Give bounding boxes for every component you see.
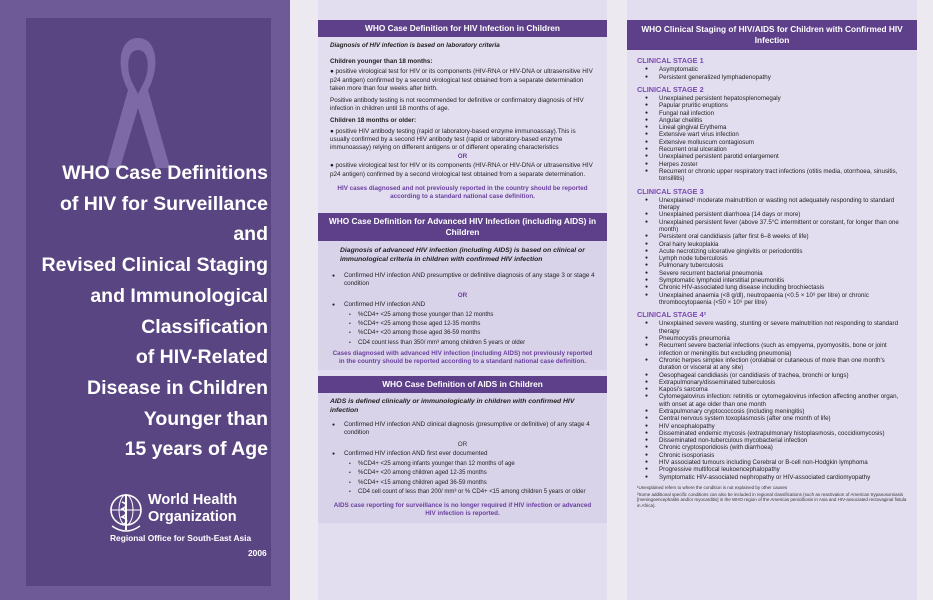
cd4-threshold-item: • %CD4+ <15 among children aged 36-59 months — [358, 479, 595, 487]
stage-condition: ● Persistent generalized lymphadenopathy — [659, 74, 907, 81]
who-emblem-icon — [108, 492, 144, 534]
cd4-threshold-item: • CD4 cell count of less than 200/ mm³ or % CD4+ <15 among children 5 years or older — [358, 488, 595, 496]
advanced-criteria-item: ● Confirmed HIV infection AND presumptive or definitive diagnosis of any stage 3 or stage 4 condition — [344, 272, 595, 288]
cd4-threshold-item: • CD4 count less than 350/ mm³ among children 5 years or older — [358, 339, 595, 347]
stage-condition: ● Extrapulmonary/disseminated tuberculosis — [659, 379, 907, 386]
stage2-list — [637, 95, 907, 183]
stage-condition: ● Chronic herpes simplex infection (orolabial or cutaneous of more than one month's duration or visceral at any site) — [659, 357, 907, 372]
footnote: ²Some additional specific conditions can also be included in regional classifications (such as reactivation of American trypanosomiasis [meningoencephalitis and/or myocarditis] in the WHO region of the Americas penicilliosis in Asia and HIV-associated rectovaginal fistula in Africa). — [637, 491, 907, 508]
ribbon-icon — [98, 28, 178, 178]
stage-condition: ● Progressive multifocal leukoencephalopathy — [659, 466, 907, 473]
footnote: ¹Unexplained refers to where the condition is not explained by other causes — [637, 484, 788, 490]
stage-condition: ● Cytomegalovirus infection: retinitis or cytomegalovirus infection affecting another organ, with onset at age older than one month — [659, 393, 907, 408]
advanced-definition-section — [318, 241, 607, 370]
staging-header: WHO Clinical Staging of HIV/AIDS for Children with Confirmed HIV Infection — [627, 20, 917, 50]
stage-condition: ● Extrapulmonary cryptococcosis (including meningitis) — [659, 408, 907, 415]
stage-condition: ● Unexplained persistent hepatosplenomegaly — [659, 95, 907, 102]
stage-condition: ● Fungal nail infection — [659, 110, 907, 117]
stage3-list — [637, 197, 907, 306]
staging-content — [627, 50, 917, 508]
staging-panel — [627, 0, 917, 600]
advanced-definition-header: WHO Case Definition for Advanced HIV Infection (including AIDS) in Children — [318, 213, 607, 241]
aids-definition-header: WHO Case Definition of AIDS in Children — [318, 376, 607, 393]
cd4-threshold-item: • %CD4+ <25 among infants younger than 12 months of age — [358, 460, 595, 468]
org-region: Regional Office for South-East Asia — [110, 533, 252, 543]
stage-condition: ● Symptomatic lymphoid interstitial pneumonitis — [659, 277, 907, 284]
stage-condition: ● Unexplained persistent parotid enlargement — [659, 153, 907, 160]
cd4-threshold-item: • %CD4+ <20 among those aged 36-59 months — [358, 329, 595, 337]
cover-title-line: Revised Clinical Staging — [41, 254, 268, 277]
cover-title-line: Disease in Children — [87, 376, 268, 399]
stage-condition: ● Unexplained persistent fever (above 37.5°C intermittent or constant, for longer than one month) — [659, 219, 907, 234]
cd4-threshold-item: • %CD4+ <20 among children aged 12-35 months — [358, 469, 595, 477]
stage-condition: ● Extensive wart virus infection — [659, 131, 907, 138]
stage2-title: CLINICAL STAGE 2 — [637, 84, 704, 94]
org-name — [148, 492, 237, 526]
over18-title: Children 18 months or older: — [330, 117, 417, 125]
cover-title-line: WHO Case Definitions — [62, 162, 268, 184]
aids-report-note: AIDS case reporting for surveillance is no longer required if HIV infection or advanced HIV infection is reported. — [333, 501, 592, 518]
hiv-definition-header: WHO Case Definition for HIV Infection in Children — [318, 20, 607, 37]
hiv-report-note: HIV cases diagnosed and not previously reported in the country should be reported according to a standard national case definition. — [337, 184, 588, 201]
advanced-report-note: Cases diagnosed with advanced HIV infection (including AIDS) not previously reported in the country should be reported according to a standard national case definition. — [332, 349, 593, 366]
org-name-line1: World Health — [148, 492, 238, 508]
stage4-title: CLINICAL STAGE 4² — [637, 310, 707, 320]
stage-condition: ● Acute necrotizing ulcerative gingivitis or periodontitis — [659, 248, 907, 255]
antibody-note: Positive antibody testing is not recommended for definitive or confirmatory diagnosis of HIV infection in children until 18 months of age. — [330, 97, 584, 113]
stage-condition: ● Disseminated endemic mycosis (extrapulmonary histoplasmosis, coccidiomycosis) — [659, 430, 907, 437]
footnotes — [637, 485, 907, 508]
hiv-definition-section — [318, 37, 607, 201]
stage-condition: ● Unexplained persistent diarrhoea (14 days or more) — [659, 211, 907, 218]
cover-title-line: of HIV-Related — [135, 346, 268, 369]
stage-condition: ● Severe recurrent bacterial pneumonia — [659, 270, 907, 277]
cover-title-line: Classification — [141, 315, 268, 338]
stage-condition: ● Recurrent oral ulceration — [659, 146, 907, 153]
or-separator: OR — [457, 153, 468, 161]
org-name-line2: Organization — [148, 509, 237, 525]
stage3-title: CLINICAL STAGE 3 — [637, 186, 704, 196]
advanced-criteria-item — [344, 301, 595, 347]
stage-condition: ● Unexplained severe wasting, stunting or severe malnutrition not responding to standard therapy — [659, 320, 907, 335]
stage4-list — [637, 320, 907, 481]
stage-condition: ● Papular pruritic eruptions — [659, 102, 907, 109]
stage-condition: ● Symptomatic HIV-associated nephropathy or HIV-associated cardiomyopathy — [659, 474, 907, 481]
under18-title: Children younger than 18 months: — [330, 58, 433, 66]
aids-definition-intro: AIDS is defined clinically or immunologically in children with confirmed HIV infection — [330, 398, 575, 414]
stage-condition: ● Herpes zoster — [659, 161, 907, 168]
aids-criteria-item — [344, 450, 595, 496]
or-separator: OR — [457, 440, 468, 448]
stage-condition: ● Unexplained anaemia (<8 g/dl), neutropaenia (<0.5 × 10⁹ per litre) or chronic thrombocytopaenia (<50 × 10⁹ per litre) — [659, 292, 907, 307]
stage-condition: ● Pneumocystis pneumonia — [659, 335, 907, 342]
stage-condition: ● Disseminated non-tuberculous mycobacterial infection — [659, 437, 907, 444]
aids-definition-section — [318, 393, 607, 523]
or-separator: OR — [457, 291, 468, 299]
stage-condition: ● HIV encephalopathy — [659, 423, 907, 430]
stage-condition: ● Asymptomatic — [659, 66, 907, 73]
cover-title-line: and Immunological — [90, 284, 268, 307]
stage1-title: CLINICAL STAGE 1 — [637, 56, 704, 65]
stage-condition: ● Central nervous system toxoplasmosis (after one month of life) — [659, 415, 907, 422]
advanced-criteria-label: Confirmed HIV infection AND — [344, 300, 426, 308]
stage-condition: ● Chronic isosporiasis — [659, 452, 907, 459]
cover-panel — [0, 0, 290, 600]
stage-condition: ● Chronic HIV-associated lung disease including brochiectasis — [659, 284, 907, 291]
under18-text: ● positive virological test for HIV or its components (HIV-RNA or HIV-DNA or ultrasensitive HIV p24 antigen) confirmed by a second virological test obtained from a separate determination taken more than four weeks after birth. — [330, 68, 593, 92]
cd4-threshold-item: • %CD4+ <25 among those aged 12-35 months — [358, 320, 595, 328]
stage-condition: ● Chronic cryptosporidiosis (with diarrhoea) — [659, 444, 907, 451]
stage-condition: ● Kaposi's sarcoma — [659, 386, 907, 393]
aids-criteria-item: ● Confirmed HIV infection AND clinical diagnosis (presumptive or definitive) of any stage 4 condition — [344, 421, 595, 437]
stage-condition: ● Extensive molluscum contagiosum — [659, 139, 907, 146]
stage-condition: ● Persistent oral candidiasis (after first 6–8 weeks of life) — [659, 233, 907, 240]
cover-title-line: and — [233, 223, 268, 246]
hiv-definition-intro: Diagnosis of HIV infection is based on laboratory criteria — [330, 42, 500, 49]
cover-title — [8, 158, 268, 465]
over18-text2: ● positive virological test for HIV or its components (HIV-RNA or HIV-DNA or ultrasensitive HIV p24 antigen) confirmed by a second virological test obtained from a separate determination. — [330, 162, 593, 178]
publication-year: 2006 — [248, 548, 267, 558]
cd4-threshold-item: • %CD4+ <25 among those younger than 12 months — [358, 311, 595, 319]
stage-condition: ● Angular cheilitis — [659, 117, 907, 124]
definitions-panel — [318, 0, 607, 600]
stage-condition: ● Lymph node tuberculosis — [659, 255, 907, 262]
advanced-definition-intro: Diagnosis of advanced HIV infection (including AIDS) is based on clinical or immunological criteria in children with confirmed HIV infection — [340, 247, 585, 263]
over18-text1: ● positive HIV antibody testing (rapid or laboratory-based enzyme immunoassay).This is usually confirmed by a second HIV antibody test (rapid or laboratory-based enzyme immunoassay) relying on different antigens or of different operating characteristics — [330, 127, 576, 152]
stage-condition: ● HIV associated tumours including Cerebral or B-cell non-Hodgkin lymphoma — [659, 459, 907, 466]
cover-title-line: 15 years of Age — [124, 438, 268, 461]
stage-condition: ● Oesophageal candidiasis (or candidiasis of trachea, bronchi or lungs) — [659, 372, 907, 379]
aids-criteria-label: Confirmed HIV infection AND first ever documented — [344, 449, 488, 457]
stage1-list — [637, 66, 907, 81]
cover-title-line: Younger than — [143, 407, 268, 430]
cover-title-line: of HIV for Surveillance — [59, 192, 268, 215]
stage-condition: ● Pulmonary tuberculosis — [659, 262, 907, 269]
stage-condition: ● Lineal gingival Erythema — [659, 124, 907, 131]
stage-condition: ● Recurrent or chronic upper respiratory tract infections (otitis media, otorrhoea, sinusitis, tonsillitis) — [659, 168, 907, 183]
stage-condition: ● Oral hairy leukoplakia — [659, 241, 907, 248]
stage-condition: ● Recurrent severe bacterial infections (such as empyema, pyomyositis, bone or joint infection or meningitis but excluding pneumonia) — [659, 342, 907, 357]
stage-condition: ● Unexplained¹ moderate malnutrition or wasting not adequately responding to standard therapy — [659, 197, 907, 212]
